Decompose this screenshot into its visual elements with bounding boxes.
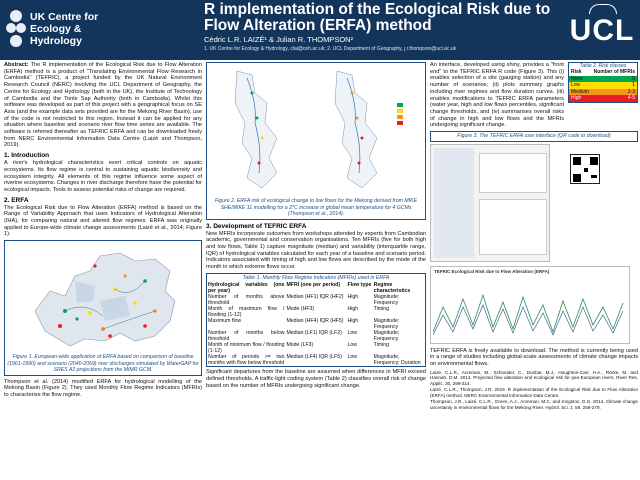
reference-2[interactable]: Laizé, C.L.R., Thompson, J.R. 2019. R implementation of the Ecological Risk due to Flow Alteration (ERFA) method. NERC Environmental Information Data Centre. (430, 387, 638, 398)
figure-2-caption: Figure 2. ERFA risk of ecological change to low flows for the Mekong derived from MIKE SHE/MIKE 11 modelling for a 2°C increase in global mean temperature for 4 GCMs (Thompson et al., 2014). (214, 198, 418, 217)
europe-map (5, 241, 201, 353)
heading-development: 3. Development of TEFRIC ERFA (206, 222, 307, 230)
risk-label: High (571, 95, 582, 101)
table-cell: Low (347, 330, 358, 337)
table-cell: Magnitude; Frequency; Duration (373, 354, 421, 367)
abstract (4, 62, 202, 149)
table-cell: Month of minimum flow / flooding (1-12) (208, 342, 285, 355)
figure-1-caption: Figure 1. European-wide application of ERFA based on comparison of baseline (1961-1990) and scenario (2040-2069) river discharges simulated by WaterGAP for SRES A2 projections from the MIMR GCM. (7, 354, 199, 374)
heading-erfa: 2. ERFA (4, 196, 29, 204)
authors: Cédric L.R. LAIZÉ¹ & Julian R. THOMPSON² (204, 35, 354, 44)
table-cell: Magnitude; Frequency (373, 330, 400, 343)
poster-title: R implementation of the Ecological Risk due to Flow Alteration (ERFA) method (204, 1, 551, 34)
risk-label: Medium (571, 88, 589, 95)
table-cell: High (347, 318, 359, 325)
table-cell: Month of maximum flow / flooding (1-12) (208, 306, 285, 319)
table-cell: Timing (373, 342, 390, 349)
conclusion-text: TEFRIC ERFA is freely available to download. The method is currently being used in a range of studies including global-scale assessments of climate change impacts on environmental flows. (430, 347, 638, 367)
mfri-col-header: Regime characteristics (373, 282, 411, 295)
ui-regime-plot (479, 153, 547, 193)
reference-3: Thompson, J.R., Laizé, C.L.R., Green, A.J., Acreman, M.C. and Kingston, D.G. 2014. Climate change uncertainty in environmental flows for the Mekong River. Hydrol. Sci. J. 59, 259-279. (430, 399, 638, 410)
ui-screenshot-bottom (430, 266, 630, 344)
mfri-col-header: MFRI (one per period) (286, 282, 341, 289)
table-row (207, 354, 425, 366)
ui-window-title: TEFRIC Ecological Risk due to Flow Alteration (ERFA) (434, 268, 550, 274)
figure-2 (206, 62, 426, 220)
table-2-caption: Table 2. Risk classes (579, 63, 627, 69)
mfri-count-col-header: Number of MFRIs (593, 69, 635, 75)
risk-label: Low (571, 82, 581, 88)
ui-sidebar (434, 148, 474, 258)
figure-3 (430, 144, 638, 346)
table-cell: Magnitude; Frequency (373, 318, 400, 331)
risk-count: 4-5 (627, 95, 635, 101)
europe-map-graphic (5, 241, 201, 353)
table-cell: Number of months above threshold (208, 294, 285, 307)
ukceh-logo (6, 8, 102, 52)
mekong-legend (397, 103, 403, 125)
mfri-table-header (207, 282, 425, 294)
figure-3-caption: Figure 3. The TEFRIC ERFA user interface (QR code to download) (430, 131, 638, 142)
table-cell: Mode (LF3) (286, 342, 314, 349)
qr-code-icon[interactable] (570, 154, 600, 184)
column-middle (206, 62, 426, 391)
risk-label: None (571, 75, 583, 82)
table-row (207, 318, 425, 330)
mfri-col-header: Flow type (347, 282, 372, 289)
erfa-text: The Ecological Risk due to Flow Alteration (ERFA) method is based on the Range of Variability Approach that uses Indicators of Hydrological Alteration (IHA), for comparing natural and altered flow regimes. ERFA was originally applied to Europe-wide climate change assessments (Laizé et al., 2014; Figure 1). (4, 204, 202, 238)
table-cell: Median (HF4) IQR (HF5) (286, 318, 344, 325)
abstract-text: The R implementation of the Ecological Risk due to Flow Alteration (ERFA) method is a product of "Translating Environmental Flow Research in Cambodia" (TEFRIC), a project funded by the UK Natural Environment Research Council (NERC) involving the UCL Department of Geography, the Centre for Ecology and Hydrology (both in the UK), the Institute of Technology of Cambodia and the Tonle Sap Authority (both in Cambodia). Whilst this software was developed as part of this project with a geographical focus on SE Asia (and the example data sets provided are for the Mekong River Basin), use of the code is not restricted to this region. Instead it can be applied for any situation where baseline and scenario river flow time series are available. The software is referred thereafter as TEFRIC ERFA and can be downloaded freely from NERC Environmental Information Data Centre (Laizé and Thompson, 2019). (4, 62, 202, 149)
ui-screenshot-top (430, 144, 550, 262)
column-right (430, 62, 638, 410)
table-1-caption: Table 1. Monthly Flow Regime Indicators (MFRIs) used in ERFA (242, 274, 390, 281)
introduction-text: A river's hydrological characteristics exert critical controls on aquatic ecosystems. Its flow regime is central to sustaining aquatic biodiversity and ecosystem integrity. All elements of this regime influence some aspect of riverine ecosystems. Changes in river discharge therefore have the potential for ecological impacts. Tools to assess potential risks of change are required. (4, 160, 202, 193)
mekong-maps (207, 63, 425, 197)
table-1 (206, 273, 426, 368)
ukceh-mark-icon (6, 10, 26, 48)
after-table-text: Significant departures from the baseline are assumed when differences in MFRI exceed defined thresholds. A traffic-light coding system (Table 2) classifies overall risk of change based on the number of MFRIs undergoing significant change. (206, 369, 426, 389)
table-cell: Mode (HF3) (286, 306, 315, 313)
table-cell: High (347, 294, 359, 301)
ucl-logo: UCL (569, 14, 635, 47)
mfri-col-header: Hydrological variables (one per year) (208, 282, 285, 295)
interface-text: An interface, developed using shiny, provides a "front end" to the TEFRIC ERFA R code (Figure 3). This (i) enables selection of a site (gauging station) and any number of scenarios; (ii) plots summary graphs including river regimes and flow duration curves. (iii) enables modifications to TEFRIC ERFA parameters (water year, high and low flows percentiles, significant change thresholds, and (iv) summarises overall risks of change in high and low flows and the MFRIs undergoing significant change. (430, 62, 564, 129)
table-cell: Low (347, 354, 358, 361)
table-cell: Timing (373, 306, 390, 313)
table-cell: Median (LF1) IQR (LF2) (286, 330, 342, 337)
development-text: New MFRIs incorporate outcomes from workshops attended by experts from Cambodian academic, governmental and conservation organisations. Ten MFRIs (five for both high and low flows, Table 1) capture magnitude (median) and variability (interquartile range, IQR) of hydrological variables calculated for each year of a baseline and scenario period. Indicators associated with timing of high and low flows are described by the mode of the month in which extreme flows occur. (206, 230, 426, 271)
table-cell: Median (LF4) IQR (LF5) (286, 354, 342, 361)
mekong-map-panel-2 (335, 71, 377, 188)
table-cell: Median (HF1) IQR (HF2) (286, 294, 344, 301)
table-cell: Maximum flow (208, 318, 242, 325)
abstract-label: Abstract: (4, 62, 29, 68)
table-cell: High (347, 306, 359, 313)
ui-hydrograph (433, 277, 629, 343)
table-cell: Magnitude; Frequency (373, 294, 400, 307)
column-left (4, 62, 202, 401)
ui-duration-plot (479, 199, 547, 255)
risk-count: 0 (632, 75, 635, 82)
risk-row-high (569, 95, 637, 102)
risk-col-header: Risk (571, 69, 582, 75)
table-cell: Number of months below threshold (208, 330, 285, 343)
table-row (207, 342, 425, 354)
risk-count: 2-3 (627, 88, 635, 95)
figure-after-text: Thompson et al. (2014) modified ERFA for hydrological modelling of the Mekong Basin (Figure 2). They used Monthly Flow Regime Indicators (MFRIs) to characterise the flow regime. (4, 378, 202, 399)
mekong-map-panel-1 (235, 71, 277, 188)
mfri-table (207, 282, 425, 366)
risk-count: 1 (632, 82, 635, 88)
table-row (207, 306, 425, 318)
mekong-maps-graphic (207, 63, 425, 197)
table-row (207, 330, 425, 342)
table-cell: Number of periods >= two months with flow below threshold (208, 354, 285, 367)
figure-1 (4, 240, 202, 376)
table-cell: Low (347, 342, 358, 349)
reference-1: Laizé, C.L.R., Acreman, M., Schneider, C., Dunbar, M.J., Houghton-Carr, H.A., Flörke, M. and Hannah, D.M. 2014. Projected flow alteration and ecological risk for pan-European rivers. River Res. Applic. 30, 299-314. (430, 369, 638, 386)
header-banner (0, 0, 640, 60)
table-row (207, 294, 425, 306)
affiliations: 1. UK Centre for Ecology & Hydrology, clai@ceh.ac.uk; 2. UCL Department of Geography, j.r.thompson@ucl.ac.uk (204, 46, 457, 52)
heading-introduction: 1. Introduction (4, 152, 50, 160)
ukceh-logo-text: UK Centre for Ecology & Hydrology (30, 11, 99, 47)
table-2 (568, 62, 638, 103)
